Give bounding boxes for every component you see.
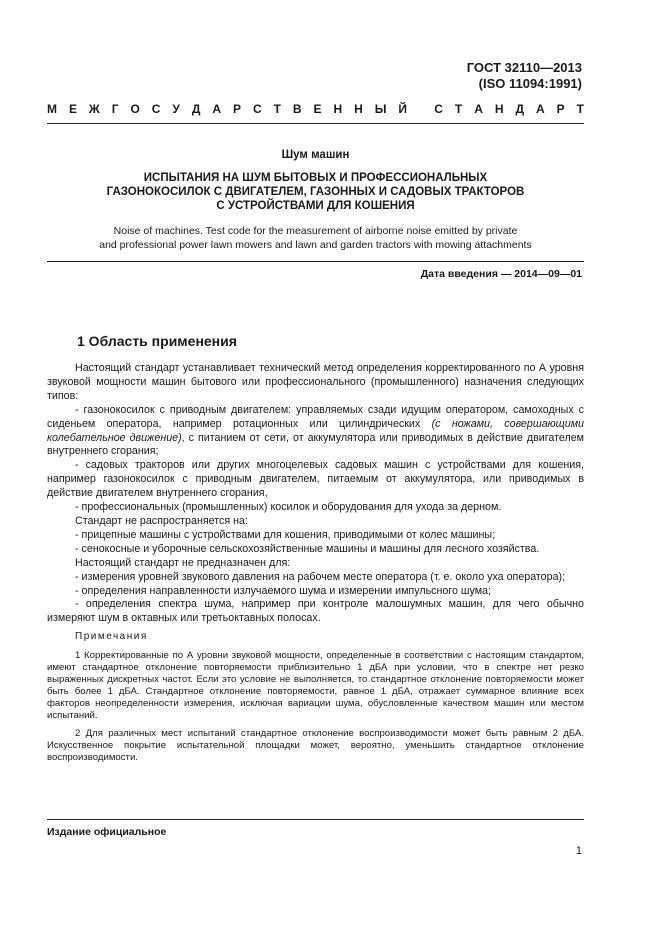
banner-letter: А (212, 102, 222, 116)
page-number: 1 (575, 845, 582, 857)
banner-letter: О (130, 102, 140, 116)
gost-designation (467, 60, 582, 92)
banner-letter: Е (313, 102, 322, 116)
introduction-date: Дата введения — 2014—09—01 (420, 268, 582, 280)
banner-letter: Й (398, 102, 408, 116)
iso-number: (ISO 11094:1991) (478, 76, 582, 91)
section-body (47, 362, 584, 764)
banner-letter: Ы (374, 102, 387, 116)
banner-letter: Р (232, 102, 241, 116)
banner-letter: Т (273, 102, 281, 116)
notes (47, 650, 584, 764)
list-item-text: , с питанием от сети, от аккумулятора или приводимых в действие двигателем внутреннего сгорания; (47, 431, 584, 458)
list-item: - измерения уровней звукового давления на рабочем месте оператора (т. е. около уха оператора); (75, 570, 566, 583)
banner-letter: М (47, 102, 57, 116)
banner-letter: У (172, 102, 180, 116)
list-item: - определения направленности излучаемого шума и измерении импульсного шума; (75, 584, 491, 597)
paragraph: Настоящий стандарт устанавливает технический метод определения корректированного по А уровня звуковой мощности машин бытового или профессионального (промышленного) назначения следующих типов: (47, 362, 584, 402)
banner-letter: А (535, 102, 545, 116)
banner-letter: Д (515, 102, 525, 116)
gost-number: ГОСТ 32110—2013 (466, 60, 582, 75)
list-item: - сенокосные и уборочные сельскохозяйственные машины и машины для лесного хозяйства. (75, 542, 540, 555)
list-item (47, 404, 584, 460)
document-subtitle: Шум машин (281, 149, 350, 161)
footer-divider (47, 819, 584, 820)
list-item-italic: (с ножами, совершающими колебательное движение) (47, 417, 584, 444)
list-item: - прицепные машины с устройствами для кошения, приводимыми от колес машины; (75, 528, 496, 541)
document-title-ru (47, 171, 584, 213)
standard-type-banner (47, 102, 584, 116)
list-item: - профессиональных (промышленных) косилок и оборудования для ухода за дерном. (75, 501, 502, 514)
banner-letter: Н (333, 102, 343, 116)
banner-letter: С (434, 102, 443, 116)
title-en-line: and professional power lawn mowers and lawn and garden tractors with mowing attachments (99, 238, 532, 251)
banner-letter (419, 102, 422, 116)
banner-letter: Т (454, 102, 463, 116)
top-divider (47, 123, 584, 124)
banner-letter: Ж (88, 102, 100, 116)
banner-letter: Т (576, 102, 584, 116)
paragraph: Настоящий стандарт не предназначен для: (75, 556, 291, 569)
banner-letter: Р (556, 102, 565, 116)
paragraph: Стандарт не распространяется на: (75, 514, 248, 527)
banner-letter: С (151, 102, 161, 116)
official-edition-label: Издание официальное (47, 826, 167, 838)
notes-heading: Примечания (75, 631, 148, 643)
banner-letter: Г (111, 102, 119, 116)
banner-letter: Н (354, 102, 363, 116)
list-item: - садовых тракторов или других многоцелевых садовых машин с устройствами для кошения, например газонокосилок с приводным двигателем, питаемым от аккумулятора, или приводимых в действие двигателем внутреннего сгорания, (47, 459, 584, 500)
note-item: 2 Для различных мест испытаний стандартное отклонение воспроизводимости может быть равным 2 дБА. Искусственное покрытие испытательной площадки может, вероятно, уменьшить стандартное отклонение воспроизводимости. (47, 728, 584, 764)
title-ru-line: ГАЗОНОКОСИЛОК С ДВИГАТЕЛЕМ, ГАЗОННЫХ И САДОВЫХ ТРАКТОРОВ (106, 186, 525, 198)
title-ru-line: С УСТРОЙСТВАМИ ДЛЯ КОШЕНИЯ (216, 200, 415, 212)
document-title-en (47, 225, 584, 252)
banner-letter: Д (191, 102, 201, 116)
note-item: 1 Корректированные по А уровни звуковой мощности, определенные в соответствии с настоящим стандартом, имеют стандартное отклонение повторяемости приблизительно 1 дБА при условии, что в спектре нет резко выраженных дискретных частот. Если это условие не выполняется, то стандартное отклонение повторяемости может быть более 1 дБА. Стандартное отклонение повторяемости, равное 1 дБА, отражает суммарное влияние всех факторов неопределенности измерения, исключая вариации шума, обусловленные качеством машин или местом испытаний. (47, 650, 584, 722)
banner-letter: С (252, 102, 262, 116)
title-en-line: Noise of machines. Test code for the measurement of airborne noise emitted by private (113, 225, 518, 237)
title-ru-line: ИСПЫТАНИЯ НА ШУМ БЫТОВЫХ И ПРОФЕССИОНАЛЬНЫХ (143, 172, 488, 184)
list-item: - определения спектра шума, например при контроле малошумных машин, для чего обычно измеряют шум в октавных или третьоктавных полосах. (47, 598, 584, 625)
banner-letter: Е (68, 102, 77, 116)
title-divider (47, 261, 584, 262)
list-item-text: - газонокосилок с приводным двигателем: управляемых сзади идущим оператором, самоходных с сиденьем оператора, например ротационных или цилиндрических (47, 403, 584, 430)
banner-letter: В (292, 102, 302, 116)
banner-letter: А (474, 102, 483, 116)
section-heading: 1 Область применения (77, 333, 237, 349)
banner-letter: Н (494, 102, 504, 116)
